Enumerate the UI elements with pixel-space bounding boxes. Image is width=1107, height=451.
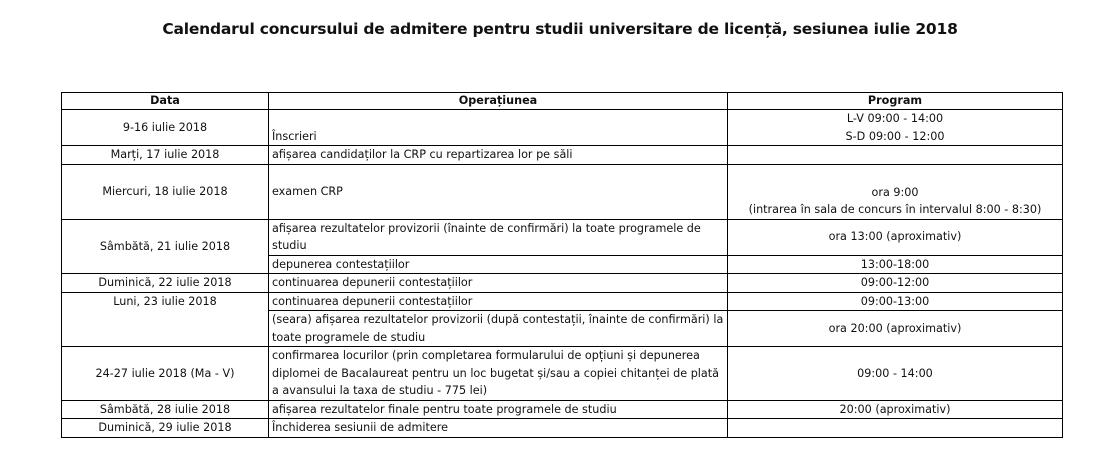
row-program bbox=[728, 419, 1063, 438]
program-line: L-V 09:00 - 14:00 bbox=[846, 112, 944, 125]
table-row bbox=[62, 419, 1063, 438]
row-program: 09:00 - 14:00 bbox=[728, 347, 1063, 401]
table-row bbox=[62, 292, 1063, 311]
row-date: Duminică, 22 iulie 2018 bbox=[62, 274, 269, 293]
row-program: 13:00-18:00 bbox=[728, 255, 1063, 274]
program-line: S-D 09:00 - 12:00 bbox=[845, 129, 945, 143]
row-program bbox=[728, 110, 1063, 146]
table-row bbox=[62, 110, 1063, 146]
row-operation: Închiderea sesiunii de admitere bbox=[269, 419, 728, 438]
row-date: Sâmbătă, 21 iulie 2018 bbox=[62, 219, 269, 274]
row-program: 20:00 (aproximativ) bbox=[728, 400, 1063, 419]
row-date: Duminică, 29 iulie 2018 bbox=[62, 419, 269, 438]
row-operation: confirmarea locurilor (prin completarea formularului de opțiuni și depunerea diplomei de Bacalaureat pentru un loc bugetat și/sau a copiei chitanței de plată a avansului la taxa de studiu - 775 lei) bbox=[269, 347, 728, 401]
row-operation: afișarea rezultatelor provizorii (înainte de confirmări) la toate programele de studiu bbox=[269, 219, 728, 255]
header-date: Data bbox=[62, 93, 269, 110]
row-program: ora 13:00 (aproximativ) bbox=[728, 219, 1063, 255]
header-program: Program bbox=[728, 93, 1063, 110]
program-line: ora 9:00 bbox=[871, 185, 919, 199]
row-date: Luni, 23 iulie 2018 bbox=[62, 292, 269, 347]
row-date: Marți, 17 iulie 2018 bbox=[62, 146, 269, 165]
row-operation: afișarea candidaților la CRP cu repartizarea lor pe săli bbox=[269, 146, 728, 165]
row-program: 09:00-13:00 bbox=[728, 292, 1063, 311]
row-program: ora 20:00 (aproximativ) bbox=[728, 311, 1063, 347]
row-date: 9-16 iulie 2018 bbox=[62, 110, 269, 146]
table-row bbox=[62, 400, 1063, 419]
row-operation: afișarea rezultatelor finale pentru toate programele de studiu bbox=[269, 400, 728, 419]
page-title: Calendarul concursului de admitere pentru studii universitare de licență, sesiunea iulie 2018 bbox=[162, 20, 958, 38]
row-program: 09:00-12:00 bbox=[728, 274, 1063, 293]
row-date: Sâmbătă, 28 iulie 2018 bbox=[62, 400, 269, 419]
row-operation: continuarea depunerii contestațiilor bbox=[269, 292, 728, 311]
row-operation: Înscrieri bbox=[269, 110, 728, 146]
row-program bbox=[728, 164, 1063, 219]
header-operation: Operațiunea bbox=[269, 93, 728, 110]
row-operation: examen CRP bbox=[269, 164, 728, 219]
table-row bbox=[62, 164, 1063, 219]
row-program bbox=[728, 146, 1063, 165]
row-date: 24-27 iulie 2018 (Ma - V) bbox=[62, 347, 269, 401]
table-row bbox=[62, 146, 1063, 165]
table-row bbox=[62, 219, 1063, 255]
row-operation: continuarea depunerii contestațiilor bbox=[269, 274, 728, 293]
table-row bbox=[62, 274, 1063, 293]
row-date: Miercuri, 18 iulie 2018 bbox=[62, 164, 269, 219]
table-row bbox=[62, 347, 1063, 401]
admission-calendar-table bbox=[61, 92, 1063, 438]
row-operation: depunerea contestațiilor bbox=[269, 255, 728, 274]
row-operation: (seara) afișarea rezultatelor provizorii (după contestații, înainte de confirmări) la toate programele de studiu bbox=[269, 311, 728, 347]
program-line: (intrarea în sala de concurs în intervalul 8:00 - 8:30) bbox=[748, 203, 1042, 216]
table-header-row bbox=[62, 93, 1063, 110]
